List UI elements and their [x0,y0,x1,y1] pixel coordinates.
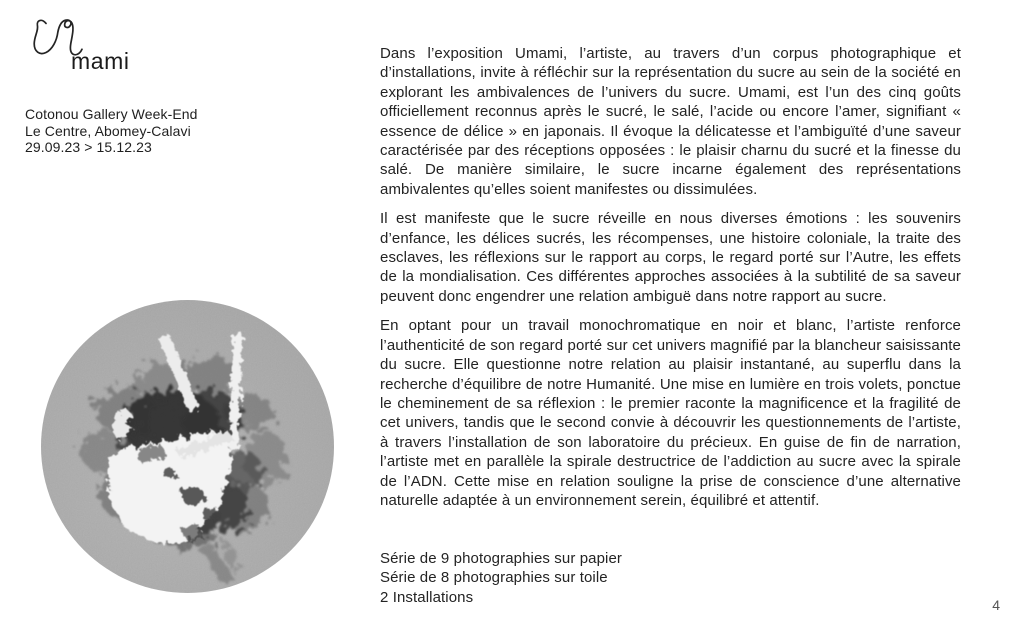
body-text [380,44,961,510]
event-venue: Le Centre, Abomey-Calavi [25,122,191,139]
logo-text: mami [71,48,130,74]
umami-logo [31,17,201,74]
page-number: 4 [992,597,1000,613]
paragraph-1: Dans l’exposition Umami, l’artiste, au travers d’un corpus photographique et d’installations, invite à réfléchir sur la représentation du sucre au sein de la société en explorant les ambivalences de l’univers du sucre. Umami, est l’un des cinq goûts officiellement reconnus après le sucré, le salé, l’acide ou encore l’amer, signifiant « essence de délice » en japonais. Il évoque la délicatesse et l’ambiguïté d’une saveur caractérisée par des réceptions opposées : le plaisir charnu du sucré et la finesse du salé. De manière similaire, le sucre incarne également des représentations ambivalentes qu’elles soient manifestes ou dissimulées. [380,45,961,198]
works-line-paper: Série de 9 photographies sur papier [380,550,622,567]
works-line-installations: 2 Installations [380,588,474,606]
event-name: Cotonou Gallery Week-End [25,106,198,122]
event-dates: 29.09.23 > 15.12.23 [25,139,152,155]
works-list [380,549,622,607]
event-info [25,106,198,156]
paragraph-2: Il est manifeste que le sucre réveille en nous diverses émotions : les souvenirs d’enfance, les délices sucrés, les récompenses, une histoire coloniale, la traite des esclaves, les réflexions sur le rapport au corps, le regard porté sur l’Autre, les effets de la mondialisation. Ces différentes approches associées à la subtilité de sa saveur peuvent donc engendrer une relation ambiguë dans notre rapport au sucre. [380,210,961,305]
works-line-canvas: Série de 8 photographies sur toile [380,569,608,587]
paragraph-3: En optant pour un travail monochromatique en noir et blanc, l’artiste renforce l’authenticité de son regard porté sur cet univers magnifié par la blancheur saisissante du sucre. Elle questionne notre relation au plaisir instantané, au superflu dans la recherche d’équilibre de notre Humanité. Une mise en lumière en trois volets, ponctue le cheminement de sa réflexion : le premier raconte la magnificence et la fragilité de cet univers, tandis que le second convie à découvrir les questionnements de l’artiste, à travers l’installation de son laboratoire du précieux. En guise de fin de narration, l’artiste met en parallèle la spirale destructrice de l’addiction au sucre avec la spirale de l’ADN. Cette mise en relation souligne la prise de conscience d’une alternative naturelle adaptée à un environnement serein, équilibré et attentif. [380,317,961,509]
artwork-photo [41,300,334,593]
